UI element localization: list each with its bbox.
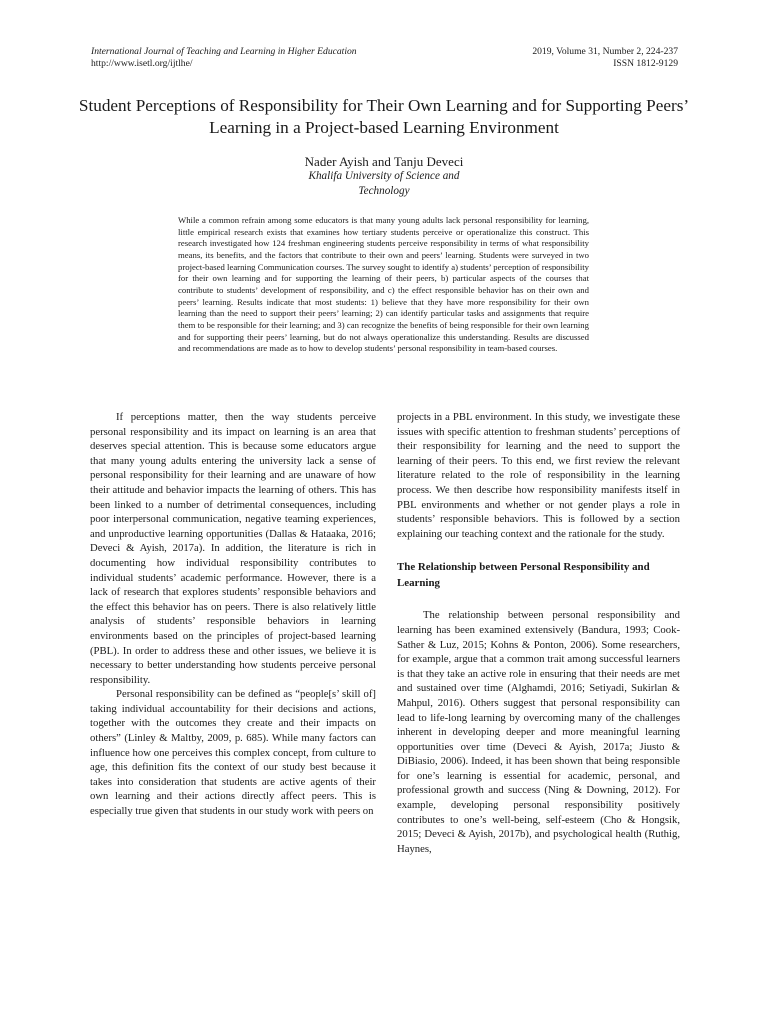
section-heading: The Relationship between Personal Responsibility and Learning xyxy=(397,561,650,590)
body-paragraph: The relationship between personal responsibility and learning has been examined extensively (Bandura, 1993; Cook-Sather & Luz, 2015; Kohns & Ponton, 2006). Some researchers, for example, argue that a common trait among successful learners is that they take an active role in ensuring that their needs are met and sustained over time (Alghamdi, 2016; Setiyadi, Sukirlan & Mahpul, 2016). Others suggest that personal responsibility can lead to life-long learning by overcoming many of the challenges inherent in developing deeper and more meaningful learning opportunities over time (Deveci & Ayish, 2017a; Jiusto & DiBiasio, 2006). Indeed, it has been shown that being responsible for one’s learning is essential for academic, personal, and professional growth and success (Ning & Downing, 2012). For example, developing personal responsibility positively contributes to one’s well-being, self-esteem (Cho & Hongsik, 2015; Deveci & Ayish, 2017b), and psychological health (Ruthig, Haynes, xyxy=(397,609,680,855)
journal-url[interactable]: http://www.isetl.org/ijtlhe/ xyxy=(91,58,193,69)
left-column xyxy=(90,410,376,819)
body-paragraph: projects in a PBL environment. In this study, we investigate these issues with specific attention to freshman students’ perceptions of their responsibility for learning and the need to support the learning of their peers. To this end, we first review the relevant literature related to the role of responsibility in the learning process. We then describe how responsibility manifests itself in PBL environments and whether or not gender plays a role in students’ responsible behaviors. This is followed by a section explaining our teaching context and the rationale for the study. xyxy=(397,411,680,540)
journal-name: International Journal of Teaching and Learning in Higher Education xyxy=(91,46,357,57)
right-column xyxy=(397,410,680,856)
authors: Nader Ayish and Tanju Deveci xyxy=(304,154,464,169)
body-paragraph: If perceptions matter, then the way students perceive personal responsibility and its impact on learning is an area that deserves special attention. This is because some educators argue that many young adults entering the university lack a sense of personal responsibility for their learning and are unaware of how their attitude and behavior impacts the learning of others. This has been linked to a number of detrimental consequences, including poor interpersonal communication, negative teaming experiences, and unproductive learning opportunities (Dallas & Hataaka, 2016; Deveci & Ayish, 2017a). In addition, the literature is rich in documenting how individual responsibility contributes to individual students’ academic performance. However, there is a lack of research that explores students’ responsible behaviors and the effect this behavior has on peers. There is also relatively little analysis of students’ responsible behaviors in learning environments based on the principles of project-based learning (PBL). In order to address these and other issues, we believe it is necessary to better understanding how students perceive personal responsibility. xyxy=(90,411,376,686)
issn: ISSN 1812-9129 xyxy=(613,58,678,69)
volume-info: 2019, Volume 31, Number 2, 224-237 xyxy=(532,46,678,57)
body-paragraph: Personal responsibility can be defined as “people[s’ skill of] taking individual accountability for their decisions and actions, together with the outcomes they create and their impacts on others” (Linley & Maltby, 2009, p. 685). While many factors can influence how one perceives this complex concept, from culture to age, this definition fits the context of our study best because it takes into consideration that students are active agents of their own learning and their actions directly affect peers. This is especially true given that students in our study work with peers on xyxy=(90,688,376,818)
affiliation: Khalifa University of Science and Technology xyxy=(308,170,460,197)
paper-title: Student Perceptions of Responsibility for Their Own Learning and for Supporting Peers’ Learning in a Project-based Learning Environment xyxy=(78,96,690,137)
running-header xyxy=(91,46,678,70)
abstract: While a common refrain among some educators is that many young adults lack personal responsibility for learning, little empirical research exists that examines how tertiary students perceive or operationalize this construct. This research investigated how 124 freshman engineering students perceive responsibility in terms of what responsibility means, its benefits, and the factors that contribute to their own and peers’ learning. Students were surveyed in two project-based learning Communication courses. The survey sought to identify a) students’ perception of responsibility for their own learning and for supporting the learning of their peers, b) particular aspects of the courses that contribute to students’ development of responsibility, and c) the effect responsible behavior has on their own and peers’ learning. Results indicate that most students: 1) believe that they have more responsibility for their own learning than the need to support their peers’ learning; 2) can identify particular tasks and assignments that require them to be responsible for their learning; and 3) can recognize the benefits of being responsible for their own learning and for supporting their peers’ learning, but do not always operationalize this understanding. Results are discussed and recommendations are made as to how to develop students’ personal responsibility in team-based courses. xyxy=(178,215,589,354)
